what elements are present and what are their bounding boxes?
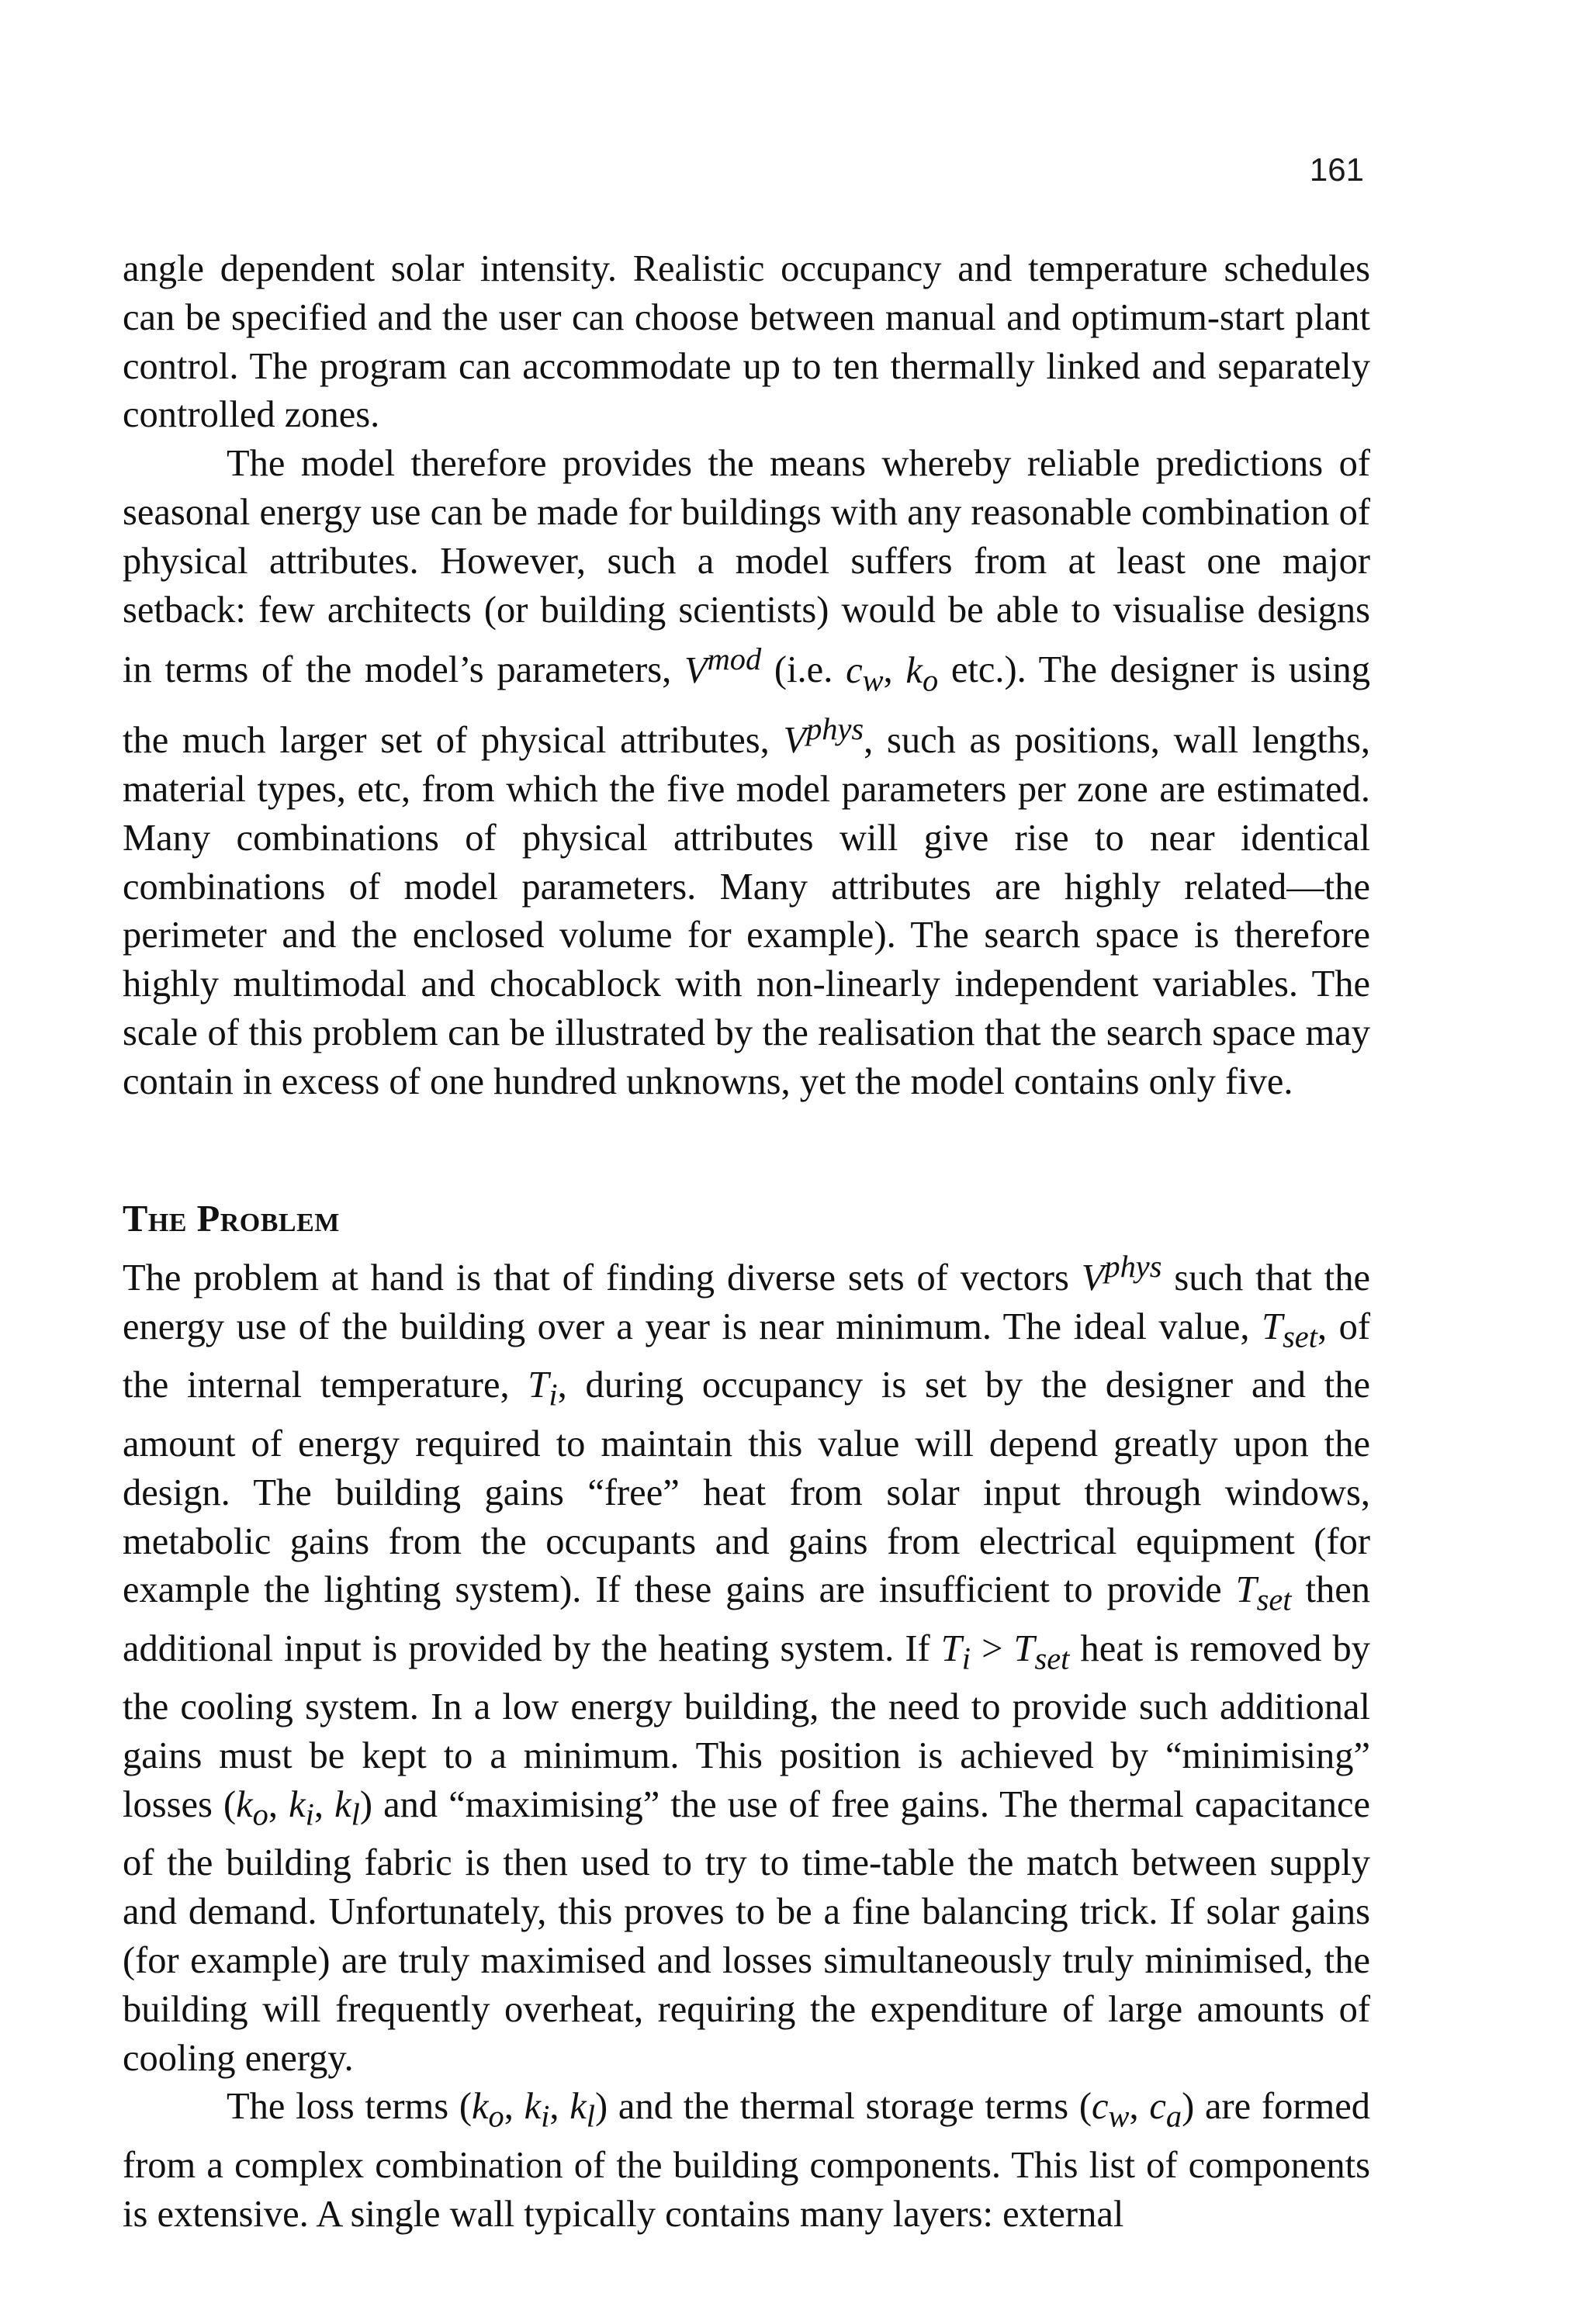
symbol-c-w: $c_w$ xyxy=(846,649,884,698)
paragraph-problem: The problem at hand is that of finding diverse sets of vectors $V^{phys}$ such that the energy use of the building over a year is near minimum. The ideal value, $T_{set}$, of the internal temperature, $T_i$, during occupancy is set by the designer and the amount of energy required to maintain this value will depend greatly upon the design. The building gains “free” heat from solar input through windows, metabolic gains from the occupants and gains from electrical equipment (for example the lighting system). If these gains are insufficient to provide $T_{set}$ then additional input is provided by the heating system. If $T_i > T_{set}$ heat is removed by the cooling system. In a low energy building, the need to provide such additional gains must be kept to a minimum. This position is achieved by “minimising” losses ($k_o$, $k_i$, $k_l$) and “maximising” the use of free gains. The thermal capacitance of the building fabric is then used to try to time-table the match between supply and demand. Unfortunately, this proves to be a fine balancing trick. If solar gains (for example) are truly maximised and losses simultaneously truly minimised, the building will frequently overheat, requiring the expenditure of large amounts of cooling energy. xyxy=(123,1249,1371,2079)
symbol-t-set: $T_{set}$ xyxy=(1262,1306,1317,1354)
symbol-v-phys: $V^{phys}$ xyxy=(783,711,864,762)
symbol-k-l: $k_l$ xyxy=(569,2086,596,2135)
text-run: The loss terms ( xyxy=(227,2086,473,2128)
text-run: , during occupancy is set by the designer and the amount of energy required to maintain this value will depend greatly upon the design. The building gains “free” heat from solar input through windows, metabolic gains from the occupants and gains from electrical equipment (for example the lighting system). If these gains are insufficient to provide xyxy=(123,1364,1370,1611)
symbol-k-o: $k_o$ xyxy=(236,1783,268,1832)
symbol-t-set: $T_{set}$ xyxy=(1235,1569,1292,1617)
paragraph-loss-terms: The loss terms ($k_o$, $k_i$, $k_l$) and the thermal storage terms ($c_w$, $c_a$) are formed from a complex combination of the building components. This list of components is extensive. A single wall typically contains many layers: external xyxy=(123,2086,1371,2235)
text-run: , such as positions, wall lengths, material types, etc, from which the five model parameters per zone are estimated. Many combinations of physical attributes will give rise to near identical combinations of model parameters. Many attributes are highly related—the perimeter and the enclosed volume for example). The search space is therefore highly multimodal and chocablock with non-linearly independent variables. The scale of this problem can be illustrated by the realisation that the search space may contain in excess of one hundred unknowns, yet the model contains only five. xyxy=(123,720,1371,1102)
symbol-t-i: $T_i$ xyxy=(940,1627,971,1676)
text-run: then additional input is provided by the heating system. If xyxy=(123,1569,1370,1669)
page-number: 161 xyxy=(1309,151,1364,188)
intro-text xyxy=(123,245,1370,1107)
symbol-c-w: $c_w$ xyxy=(1092,2086,1130,2135)
paragraph-intro-continuation: angle dependent solar intensity. Realistic occupancy and temperature schedules can be specified and the user can choose between manual and optimum-start plant control. The program can accommodate up to ten thermally linked and separately controlled zones. xyxy=(123,248,1370,436)
symbol-v-phys: $V^{phys}$ xyxy=(1081,1249,1162,1299)
text-run: , of the internal temperature, xyxy=(123,1306,1371,1406)
text-run: The model therefore provides the means whereby reliable predictions of seasonal energy use can be made for buildings with any reasonable combination of physical attributes. However, such a model suffers from at least one major setback: few architects (or building scientists) would be able to visualise designs in terms of the model’s parameters, xyxy=(123,443,1370,691)
section-heading: The Problem xyxy=(123,1198,340,1240)
text-run: etc.). The designer is using the much larger set of physical attributes, xyxy=(123,649,1371,762)
text-run: > xyxy=(970,1627,1014,1669)
symbol-k-i: $k_i$ xyxy=(289,1783,314,1832)
symbol-v-mod: $V^{mod}$ xyxy=(684,641,762,691)
text-run: such that the energy use of the building over a year is near minimum. The ideal value, xyxy=(123,1257,1370,1347)
symbol-t-i: $T_i$ xyxy=(528,1364,558,1413)
text-run: heat is removed by the cooling system. In a low energy building, the need to provide such additional gains must be kept to a minimum. This position is achieved by “minimising” losses ( xyxy=(123,1627,1370,1825)
symbol-k-i: $k_i$ xyxy=(524,2086,550,2135)
symbol-k-o: $k_o$ xyxy=(905,649,939,698)
symbol-c-a: $c_a$ xyxy=(1149,2086,1182,2135)
paragraph-model-setback: The model therefore provides the means whereby reliable predictions of seasonal energy use can be made for buildings with any reasonable combination of physical attributes. However, such a model suffers from at least one major setback: few architects (or building scientists) would be able to visualise designs in terms of the model’s parameters, $V^{mod}$ (i.e. $c_w$, $k_o$ etc.). The designer is using the much larger set of physical attributes, $V^{phys}$, such as positions, wall lengths, material types, etc, from which the five model parameters per zone are estimated. Many combinations of physical attributes will give rise to near identical combinations of model parameters. Many attributes are highly related—the perimeter and the enclosed volume for example). The search space is therefore highly multimodal and chocablock with non-linearly independent variables. The scale of this problem can be illustrated by the realisation that the search space may contain in excess of one hundred unknowns, yet the model contains only five. xyxy=(123,443,1371,1102)
text-run: ) and the thermal storage terms ( xyxy=(595,2086,1092,2128)
symbol-k-l: $k_l$ xyxy=(334,1783,360,1832)
symbol-k-o: $k_o$ xyxy=(472,2086,504,2135)
text-run: ) are formed from a complex combination of the building components. This list of components is extensive. A single wall typically contains many layers: external xyxy=(123,2086,1371,2235)
section-text xyxy=(123,1243,1370,2239)
text-run: ) and “maximising” the use of free gains. The thermal capacitance of the building fabric is then used to try to time-table the match between supply and demand. Unfortunately, this proves to be a fine balancing trick. If solar gains (for example) are truly maximised and losses simultaneously truly minimised, the building will frequently overheat, requiring the expenditure of large amounts of cooling energy. xyxy=(123,1783,1371,2079)
text-run: (i.e. xyxy=(761,649,846,691)
symbol-t-set: $T_{set}$ xyxy=(1013,1627,1070,1676)
text-run: The problem at hand is that of finding diverse sets of vectors xyxy=(123,1257,1082,1299)
